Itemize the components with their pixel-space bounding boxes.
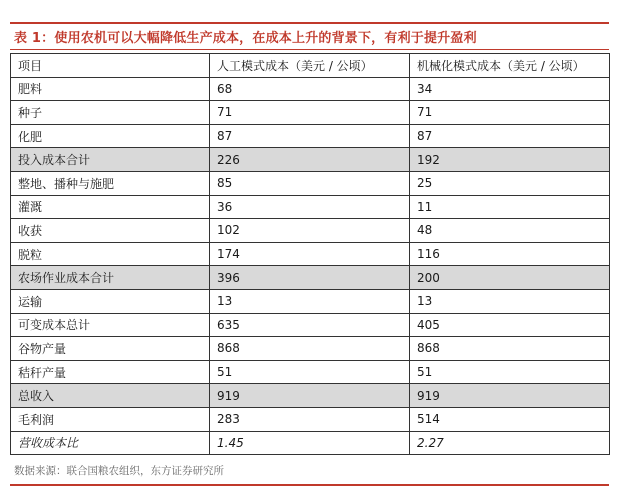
row-manual-cell: 102 [210,219,410,243]
row-mechanized-cell: 11 [410,195,610,219]
table-row [11,242,610,266]
cost-comparison-table [10,53,610,455]
row-item-cell: 整地、播种与施肥 [11,171,210,195]
row-manual-cell: 174 [210,242,410,266]
row-item-cell: 种子 [11,101,210,125]
row-item-cell: 毛利润 [11,407,210,431]
row-item-cell: 肥料 [11,77,210,101]
row-mechanized-cell: 2.27 [410,431,610,455]
row-manual-cell: 51 [210,360,410,384]
row-mechanized-cell: 919 [410,384,610,408]
row-mechanized-cell: 13 [410,289,610,313]
table-row [11,313,610,337]
row-mechanized-cell: 200 [410,266,610,290]
row-manual-cell: 635 [210,313,410,337]
row-mechanized-cell: 87 [410,124,610,148]
bottom-rule [10,484,609,486]
row-item-cell: 化肥 [11,124,210,148]
table-row [11,219,610,243]
row-mechanized-cell: 51 [410,360,610,384]
row-manual-cell: 1.45 [210,431,410,455]
row-item-cell: 投入成本合计 [11,148,210,172]
row-item-cell: 谷物产量 [11,337,210,361]
row-manual-cell: 868 [210,337,410,361]
top-rule [10,22,609,24]
source-note: 数据来源：联合国粮农组织，东方证券研究所 [14,465,224,477]
row-manual-cell: 283 [210,407,410,431]
table-row [11,171,610,195]
table-row [11,337,610,361]
row-item-cell: 收获 [11,219,210,243]
title-rule [10,49,609,50]
table-title: 表 1：使用农机可以大幅降低生产成本，在成本上升的背景下，有利于提升盈利 [14,31,477,46]
row-manual-cell: 13 [210,289,410,313]
header-mechanized-cost: 机械化模式成本（美元 / 公顷） [410,54,610,78]
row-item-cell: 可变成本总计 [11,313,210,337]
table-row [11,77,610,101]
table-row [11,384,610,408]
row-mechanized-cell: 405 [410,313,610,337]
row-manual-cell: 919 [210,384,410,408]
row-item-cell: 秸秆产量 [11,360,210,384]
table-row [11,407,610,431]
row-manual-cell: 87 [210,124,410,148]
row-mechanized-cell: 868 [410,337,610,361]
table-row [11,289,610,313]
table-row [11,266,610,290]
table-row [11,148,610,172]
table-row [11,431,610,455]
row-manual-cell: 226 [210,148,410,172]
row-item-cell: 总收入 [11,384,210,408]
table-row [11,101,610,125]
row-item-cell: 运输 [11,289,210,313]
table-row [11,195,610,219]
table-row [11,360,610,384]
row-item-cell: 脱粒 [11,242,210,266]
row-mechanized-cell: 192 [410,148,610,172]
row-manual-cell: 396 [210,266,410,290]
row-manual-cell: 36 [210,195,410,219]
row-mechanized-cell: 48 [410,219,610,243]
row-manual-cell: 71 [210,101,410,125]
header-row [11,54,610,78]
row-mechanized-cell: 25 [410,171,610,195]
row-manual-cell: 85 [210,171,410,195]
row-mechanized-cell: 116 [410,242,610,266]
header-manual-cost: 人工模式成本（美元 / 公顷） [210,54,410,78]
row-mechanized-cell: 71 [410,101,610,125]
row-item-cell: 营收成本比 [11,431,210,455]
row-mechanized-cell: 34 [410,77,610,101]
row-manual-cell: 68 [210,77,410,101]
row-item-cell: 农场作业成本合计 [11,266,210,290]
row-item-cell: 灌溉 [11,195,210,219]
header-item: 项目 [11,54,210,78]
table-row [11,124,610,148]
row-mechanized-cell: 514 [410,407,610,431]
